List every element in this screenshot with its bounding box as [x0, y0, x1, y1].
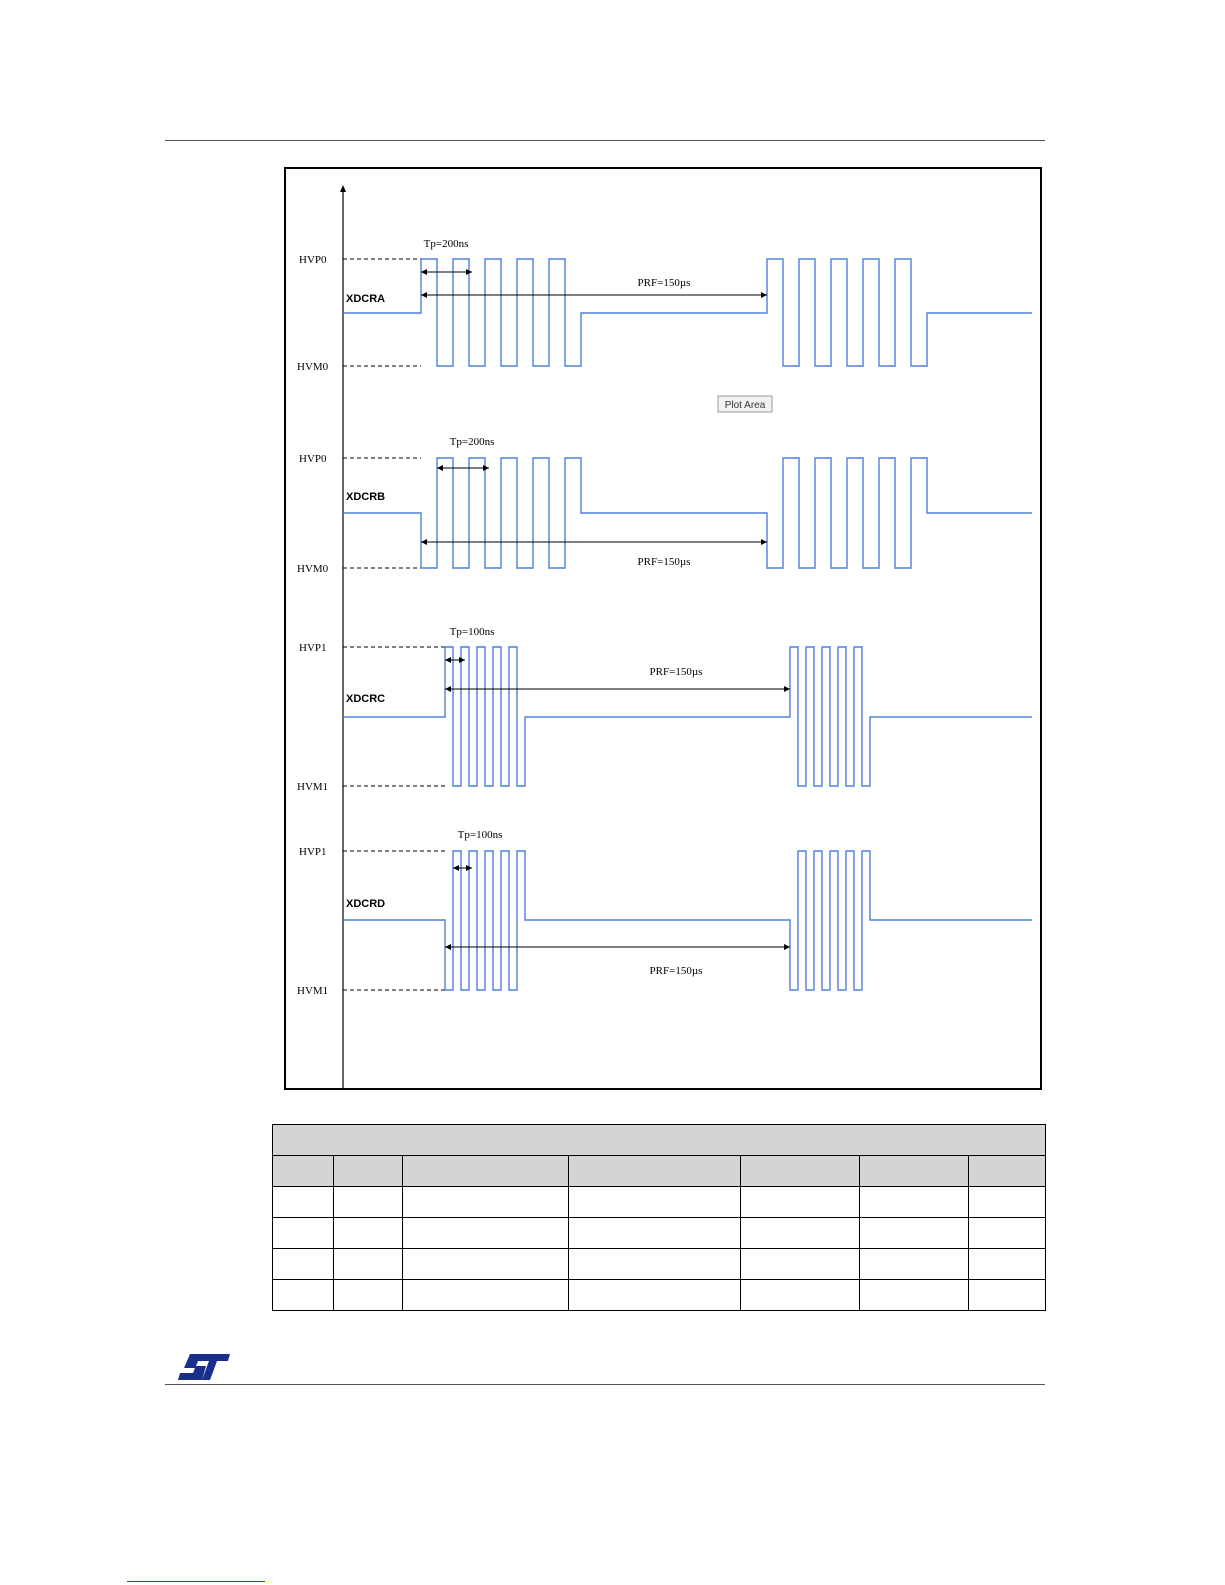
plot-area-tooltip — [718, 396, 772, 412]
signal-name: XDCRD — [346, 898, 386, 910]
prf-arrow — [421, 292, 767, 298]
high-level-label: HVP1 — [299, 642, 327, 654]
table-cell — [569, 1218, 741, 1249]
low-level-label: HVM0 — [297, 361, 329, 373]
table-header-cell — [569, 1156, 741, 1187]
tp-label: Tp=100ns — [449, 626, 495, 638]
footer-rule — [165, 1384, 1045, 1385]
table-cell — [569, 1187, 741, 1218]
tp-label: Tp=200ns — [449, 436, 495, 448]
table-row — [273, 1280, 1046, 1311]
waveform-trace — [343, 259, 1032, 366]
high-level-label: HVP1 — [299, 846, 327, 858]
table-cell — [741, 1218, 860, 1249]
table-cell — [969, 1280, 1046, 1311]
plot-area-tooltip-text: Plot Area — [724, 400, 766, 411]
table-cell — [741, 1249, 860, 1280]
channel-xdcrc — [297, 626, 1032, 793]
y-axis-arrow-icon — [340, 185, 346, 192]
tp-arrow — [437, 465, 489, 471]
table-cell — [569, 1249, 741, 1280]
table-cell — [273, 1249, 334, 1280]
waveform-plot — [286, 169, 1040, 1088]
prf-label: PRF=150µs — [649, 965, 703, 977]
channel-xdcra — [297, 238, 1032, 373]
tp-label: Tp=200ns — [423, 238, 469, 250]
table-cell — [969, 1249, 1046, 1280]
tp-label: Tp=100ns — [457, 829, 503, 841]
register-table — [272, 1124, 1046, 1311]
table-row — [273, 1249, 1046, 1280]
high-level-label: HVP0 — [299, 254, 327, 266]
table-row — [273, 1187, 1046, 1218]
footer-link-underline — [127, 1581, 265, 1582]
table-cell — [969, 1187, 1046, 1218]
table-row — [273, 1218, 1046, 1249]
table-header-row — [273, 1156, 1046, 1187]
table-cell — [403, 1187, 569, 1218]
table-header-cell — [860, 1156, 969, 1187]
table-cell — [403, 1249, 569, 1280]
table-header-cell — [273, 1156, 334, 1187]
tp-arrow — [421, 269, 472, 275]
table-cell — [741, 1187, 860, 1218]
low-level-label: HVM1 — [297, 985, 329, 997]
table-cell — [569, 1280, 741, 1311]
channel-xdcrb — [297, 436, 1032, 575]
prf-label: PRF=150µs — [637, 277, 691, 289]
table-cell — [334, 1218, 403, 1249]
table-cell — [860, 1249, 969, 1280]
prf-label: PRF=150µs — [649, 666, 703, 678]
table-title-row — [273, 1125, 1046, 1156]
signal-name: XDCRB — [346, 491, 386, 503]
table-title-cell — [273, 1125, 1046, 1156]
st-logo-icon — [176, 1352, 232, 1382]
table-header-cell — [403, 1156, 569, 1187]
header-rule — [165, 140, 1045, 141]
table-cell — [860, 1280, 969, 1311]
table-cell — [403, 1280, 569, 1311]
table-header-cell — [334, 1156, 403, 1187]
table-cell — [969, 1218, 1046, 1249]
table-cell — [334, 1249, 403, 1280]
table-cell — [334, 1280, 403, 1311]
table-cell — [741, 1280, 860, 1311]
prf-label: PRF=150µs — [637, 556, 691, 568]
channel-xdcrd — [297, 829, 1032, 997]
table-cell — [334, 1187, 403, 1218]
table-cell — [860, 1218, 969, 1249]
prf-arrow — [445, 944, 790, 950]
table-cell — [273, 1218, 334, 1249]
tp-arrow — [445, 657, 465, 663]
waveform-trace — [343, 458, 1032, 568]
table-header-cell — [969, 1156, 1046, 1187]
waveform-figure — [284, 167, 1042, 1090]
table-cell — [273, 1187, 334, 1218]
high-level-label: HVP0 — [299, 453, 327, 465]
table-cell — [273, 1280, 334, 1311]
low-level-label: HVM1 — [297, 781, 329, 793]
prf-arrow — [421, 539, 767, 545]
signal-name: XDCRA — [346, 293, 386, 305]
table-cell — [403, 1218, 569, 1249]
table-header-cell — [741, 1156, 860, 1187]
table-cell — [860, 1187, 969, 1218]
low-level-label: HVM0 — [297, 563, 329, 575]
signal-name: XDCRC — [346, 693, 386, 705]
prf-arrow — [445, 686, 790, 692]
